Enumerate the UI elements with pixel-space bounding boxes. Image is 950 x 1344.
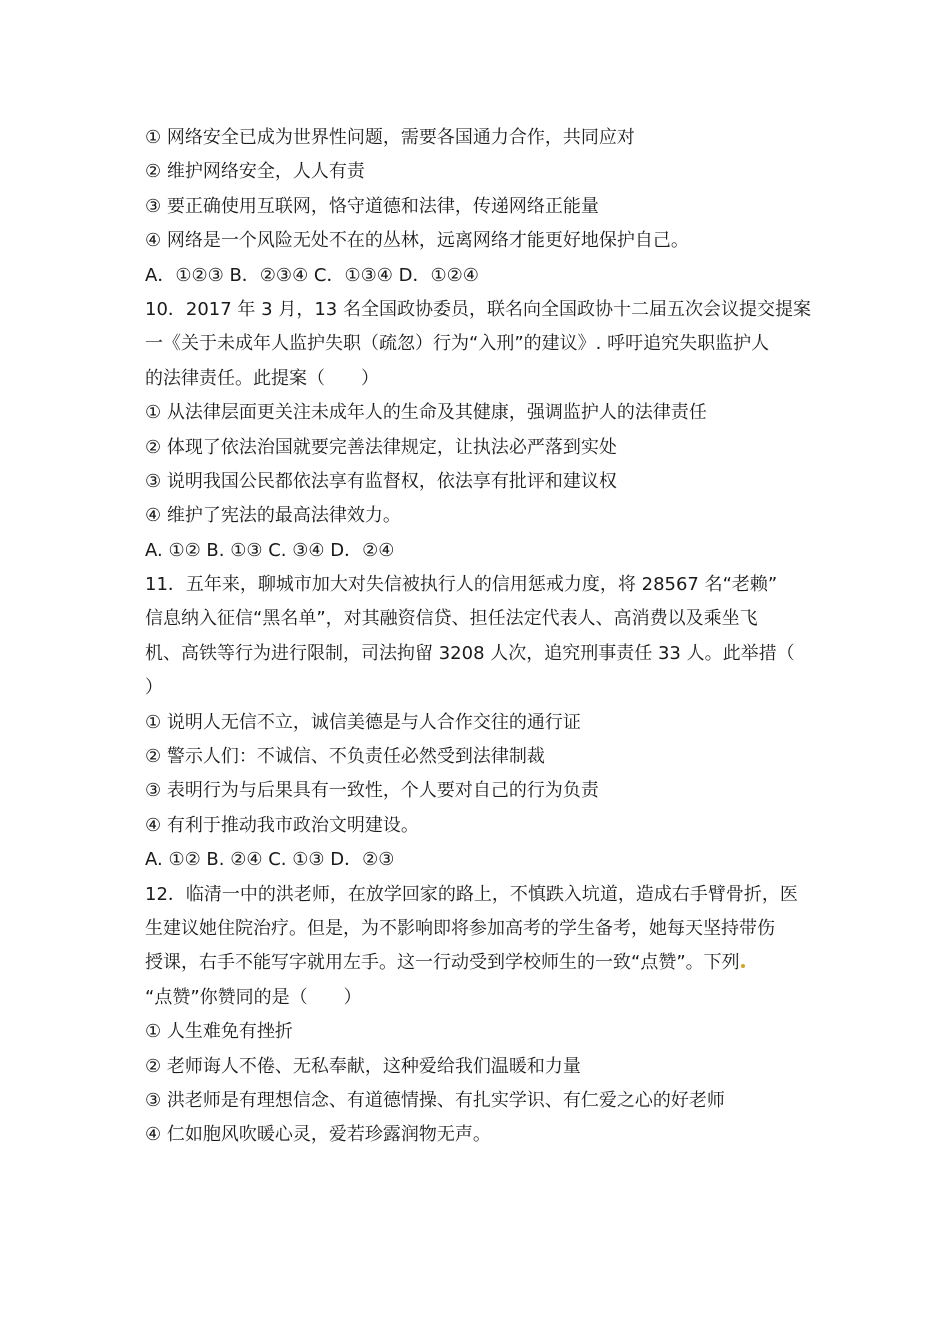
q9-option-3: ③ 要正确使用互联网，恪守道德和法律，传递网络正能量 xyxy=(145,195,599,217)
q12-option-4: ④ 仁如胞风吹暖心灵，爱若珍露润物无声。 xyxy=(145,1124,491,1146)
q12-stem-line-2: 生建议她住院治疗。但是，为不影响即将参加高考的学生备考，她每天坚持带伤 xyxy=(145,917,775,939)
page-content xyxy=(145,121,815,1153)
q12-option-3: ③ 洪老师是有理想信念、有道德情操、有扎实学识、有仁爱之心的好老师 xyxy=(145,1089,725,1111)
q11-option-1: ① 说明人无信不立，诚信美德是与人合作交往的通行证 xyxy=(145,711,581,733)
q11-stem-line-2: 信息纳入征信“黑名单”，对其融资信贷、担任法定代表人、高消费以及乘坐飞 xyxy=(145,608,758,630)
q12-stem-line-4: “点赞”你赞同的是（ ） xyxy=(145,986,362,1008)
q10-option-1: ① 从法律层面更关注未成年人的生命及其健康，强调监护人的法律责任 xyxy=(145,402,707,424)
q12-stem-line-3-wrapper xyxy=(145,946,815,980)
q11-stem-line-3: 机、高铁等行为进行限制，司法拘留 3208 人次，追究刑事责任 33 人。此举措（ xyxy=(145,642,795,664)
q12-stem-line-1: 12．临清一中的洪老师，在放学回家的路上，不慎跌入坑道，造成右手臂骨折，医 xyxy=(145,883,798,905)
q12-option-2: ② 老师诲人不倦、无私奉献，这种爱给我们温暖和力量 xyxy=(145,1055,581,1077)
q9-option-2: ② 维护网络安全，人人有责 xyxy=(145,161,365,183)
q9-answer-choices: A．①②③ B．②③④ C．①③④ D．①②④ xyxy=(145,264,479,286)
q10-answer-choices: A. ①② B. ①③ C. ③④ D．②④ xyxy=(145,539,395,561)
q10-stem-line-3: 的法律责任。此提案（ ） xyxy=(145,367,379,389)
q10-stem-line-1: 10．2017 年 3 月，13 名全国政协委员，联名向全国政协十二届五次会议提交提案 xyxy=(145,298,811,320)
q10-option-4: ④ 维护了宪法的最高法律效力。 xyxy=(145,505,401,527)
q11-option-3: ③ 表明行为与后果具有一致性，个人要对自己的行为负责 xyxy=(145,780,599,802)
decorative-dot xyxy=(741,964,745,968)
q11-answer-choices: A. ①② B. ②④ C. ①③ D．②③ xyxy=(145,849,395,871)
q11-stem-line-4: ） xyxy=(145,677,163,699)
q11-option-2: ② 警示人们：不诚信、不负责任必然受到法律制裁 xyxy=(145,746,545,768)
q12-stem-line-3: 授课，右手不能写字就用左手。这一行动受到学校师生的一致“点赞”。下列 xyxy=(145,952,740,974)
q10-option-2: ② 体现了依法治国就要完善法律规定，让执法必严落到实处 xyxy=(145,436,617,458)
q11-option-4: ④ 有利于推动我市政治文明建设。 xyxy=(145,814,419,836)
q10-stem-line-2: 一《关于未成年人监护失职（疏忽）行为“入刑”的建议》. 呼吁追究失职监护人 xyxy=(145,333,770,355)
q10-option-3: ③ 说明我国公民都依法享有监督权，依法享有批评和建议权 xyxy=(145,470,617,492)
q12-option-1: ① 人生难免有挫折 xyxy=(145,1021,293,1043)
q9-option-4: ④ 网络是一个风险无处不在的丛林，远离网络才能更好地保护自己。 xyxy=(145,230,689,252)
q11-stem-line-1: 11．五年来，聊城市加大对失信被执行人的信用惩戒力度，将 28567 名“老赖” xyxy=(145,574,778,596)
q9-option-1: ① 网络安全已成为世界性问题，需要各国通力合作，共同应对 xyxy=(145,127,635,148)
